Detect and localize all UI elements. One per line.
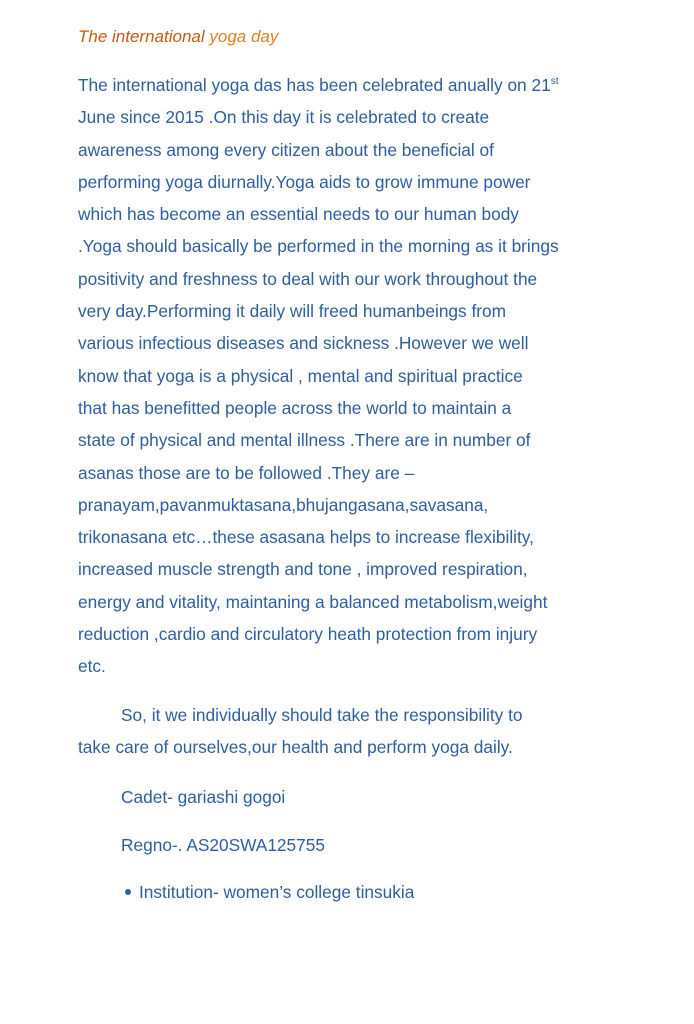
- registration-number: Regno-. AS20SWA125755: [121, 835, 325, 855]
- paragraph-line: [78, 69, 638, 101]
- paragraph-line: awareness among every citizen about the beneficial of: [78, 139, 494, 160]
- paragraph-line: state of physical and mental illness .There are in number of: [78, 430, 531, 451]
- paragraph-line: trikonasana etc…these asasana helps to increase flexibility,: [78, 527, 534, 548]
- paragraph-line: increased muscle strength and tone , improved respiration,: [78, 559, 528, 580]
- paragraph-line: various infectious diseases and sickness .However we well: [78, 333, 529, 354]
- document-title: [78, 26, 278, 48]
- paragraph-line: take care of ourselves,our health and perform yoga daily.: [78, 737, 513, 758]
- paragraph-line: very day.Performing it daily will freed humanbeings from: [78, 301, 507, 322]
- cadet-name: Cadet- gariashi gogoi: [121, 787, 286, 807]
- paragraph-line-text: The international yoga das has been celebrated anually on 21: [78, 75, 551, 95]
- body-paragraph-1: [78, 69, 638, 683]
- ordinal-superscript: st: [550, 76, 559, 87]
- paragraph-line: .Yoga should basically be performed in the morning as it brings: [78, 236, 559, 257]
- paragraph-line: etc.: [78, 656, 106, 677]
- paragraph-line: So, it we individually should take the responsibility to: [121, 705, 523, 725]
- paragraph-line: energy and vitality, maintaning a balanced metabolism,weight: [78, 591, 548, 612]
- paragraph-line: which has become an essential needs to our human body: [78, 204, 519, 225]
- paragraph-line: performing yoga diurnally.Yoga aids to grow immune power: [78, 171, 531, 192]
- paragraph-line: asanas those are to be followed .They are –: [78, 462, 415, 483]
- paragraph-line: pranayam,pavanmuktasana,bhujangasana,savasana,: [78, 494, 489, 515]
- body-paragraph-2: [78, 699, 638, 764]
- title-prefix: The international: [78, 27, 210, 46]
- bullet-icon: [125, 889, 131, 895]
- paragraph-line: know that yoga is a physical , mental and spiritual practice: [78, 365, 523, 386]
- paragraph-line: positivity and freshness to deal with our work throughout the: [78, 268, 538, 289]
- institution-item: [125, 880, 414, 904]
- paragraph-line: reduction ,cardio and circulatory heath protection from injury: [78, 624, 538, 645]
- paragraph-line: June since 2015 .On this day it is celebrated to create: [78, 107, 490, 128]
- paragraph-line: that has benefitted people across the world to maintain a: [78, 397, 512, 418]
- title-highlight: yoga day: [209, 27, 279, 46]
- institution-text: Institution- women’s college tinsukia: [139, 882, 415, 902]
